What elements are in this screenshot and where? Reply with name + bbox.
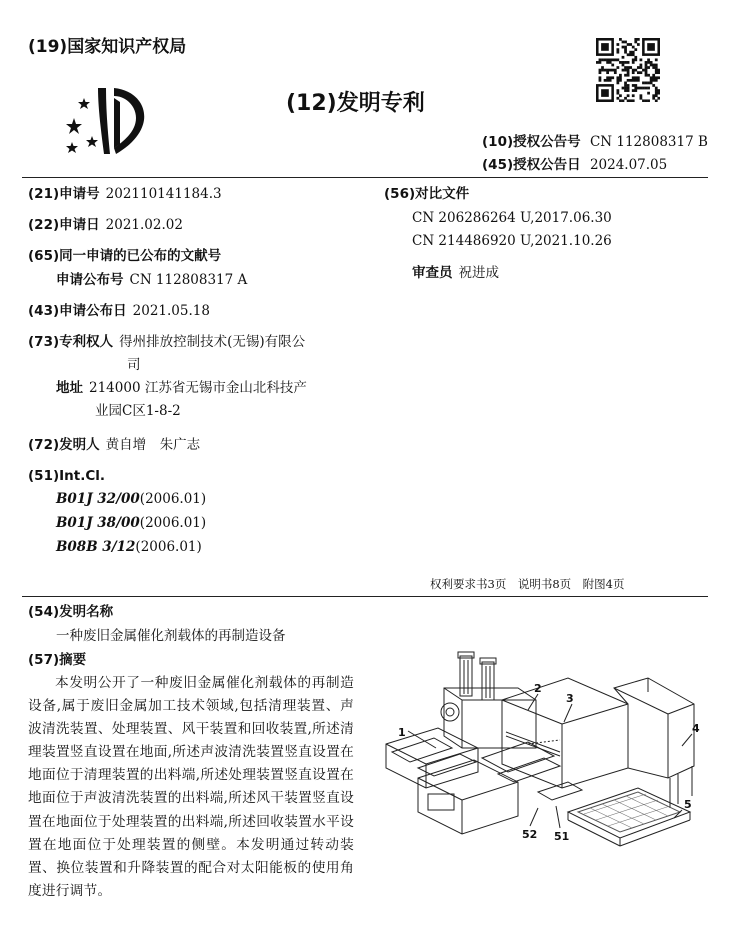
ipc-year: (2006.01) [135, 539, 202, 555]
abstract-label: (57)摘要 [28, 652, 87, 668]
grant-number-label: (10)授权公告号 [482, 134, 581, 150]
application-date: 2021.02.02 [105, 217, 183, 233]
chute [538, 782, 582, 800]
ipc-entry [56, 515, 206, 531]
cnipa-logo [64, 84, 154, 158]
patentee-line-2: 司 [127, 357, 141, 373]
prior-publication-number: CN 112808317 A [129, 272, 248, 288]
callout-label: 2 [534, 682, 542, 695]
inventor-row [28, 436, 200, 454]
inventor-label: (72)发明人 [28, 437, 100, 453]
page-count-info: 权利要求书3页 说明书8页 附图4页 [430, 577, 625, 591]
section-rule [22, 596, 708, 597]
ipc-label: (51)Int.Cl. [28, 468, 106, 484]
chimney-right [480, 658, 496, 700]
callout-label: 1 [398, 726, 406, 739]
callout-label: 4 [692, 722, 700, 735]
callout-label: 5 [684, 798, 692, 811]
publication-date-row [28, 302, 210, 320]
ipc-code: B08B 3/12 [56, 539, 136, 555]
grant-date-row [482, 156, 667, 174]
title-label: (54)发明名称 [28, 604, 114, 620]
prior-publication-label: 申请公布号 [56, 272, 124, 288]
grant-date-label: (45)授权公告日 [482, 157, 581, 173]
application-date-row [28, 216, 183, 234]
ipc-year: (2006.01) [139, 491, 207, 507]
prior-publication-row [56, 271, 247, 289]
examiner-label: 审查员 [412, 265, 453, 281]
callout-label: 3 [566, 692, 574, 705]
invention-title: 一种废旧金属催化剂载体的再制造设备 [56, 628, 286, 644]
tray [498, 758, 560, 782]
application-number-label: (21)申请号 [28, 186, 100, 202]
ipc-entry [56, 539, 202, 555]
patentee-row [28, 333, 305, 351]
publication-date-label: (43)申请公布日 [28, 303, 127, 319]
grant-date: 2024.07.05 [589, 157, 668, 173]
address-line-2: 业园C区1-8-2 [95, 403, 181, 419]
cited-document: CN 206286264 U,2017.06.30 [412, 210, 612, 226]
tunnel-body [502, 678, 628, 788]
callout-label: 51 [554, 830, 570, 843]
qr-code [596, 38, 660, 102]
ipc-code: B01J 32/00 [56, 491, 140, 507]
chimney-left [458, 652, 474, 696]
examiner-name: 祝进成 [458, 265, 499, 281]
application-number: 202110141184.3 [105, 186, 222, 202]
address-label: 地址 [56, 380, 83, 396]
callout-label: 52 [522, 828, 538, 841]
cited-documents-label: (56)对比文件 [384, 186, 470, 202]
grant-number: CN 112808317 B [589, 134, 708, 150]
address-row [56, 379, 307, 397]
inventor-names: 黄自增 朱广志 [105, 437, 201, 453]
ipc-year: (2006.01) [139, 515, 207, 531]
ipc-entry [56, 491, 206, 507]
lower-cabinet [418, 760, 518, 834]
publication-date: 2021.05.18 [132, 303, 210, 319]
abstract-text: 本发明公开了一种废旧金属催化剂载体的再制造设备,属于废旧金属加工技术领域,包括清理装置、声波清洗装置、处理装置、风干装置和回收装置,所述清理装置竖直设置在地面,所述声波清洗装置竖直设置在地面位于清理装置的出料端,所述处理装置竖直设置在地面位于声波清洗装置的出料端,所述风干装置竖直设置在地面位于处理装置的出料端,所述回收装置水平设置在地面位于处理装置的侧壁。本发明通过转动装置、换位装置和升降装置的配合对太阳能板的使用角度进行调节。 [28, 675, 354, 899]
examiner-row [412, 264, 499, 282]
abstract-drawing [378, 648, 708, 858]
document-type: (12)发明专利 [286, 91, 425, 116]
patentee-label: (73)专利权人 [28, 334, 114, 350]
header-rule [22, 177, 708, 178]
office-name: (19)国家知识产权局 [28, 37, 187, 57]
patentee-line-1: 得州排放控制技术(无锡)有限公 [119, 334, 306, 350]
grant-number-row [482, 133, 708, 151]
prior-publication-heading: (65)同一申请的已公布的文献号 [28, 248, 222, 264]
application-date-label: (22)申请日 [28, 217, 100, 233]
right-cabinet [614, 678, 694, 778]
ipc-code: B01J 38/00 [56, 515, 140, 531]
address-line-1: 214000 江苏省无锡市金山北科技产 [89, 380, 307, 396]
application-number-row [28, 185, 222, 203]
drawer-handle [428, 794, 454, 810]
cited-document: CN 214486920 U,2021.10.26 [412, 233, 612, 249]
